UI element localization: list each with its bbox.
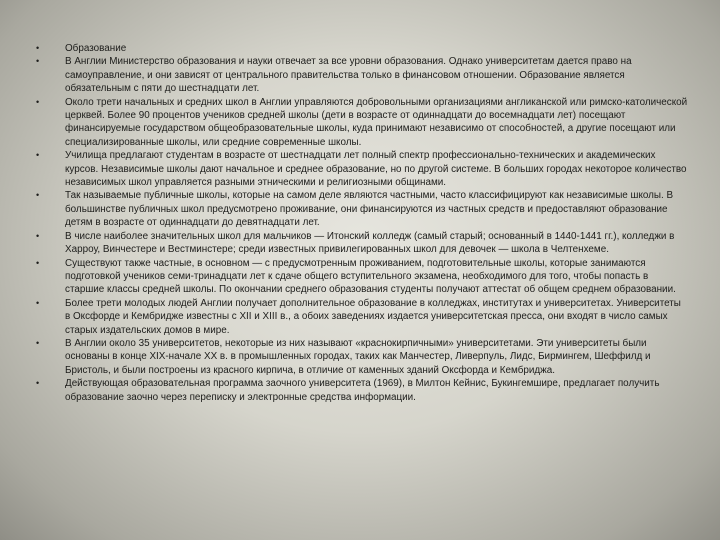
item-text: В числе наиболее значительных школ для мальчиков — Итонский колледж (самый старый; основанный в 1440-1441 гг.), колледжи в Харроу, Винчестере и Вестминстере; среди известных привилегированных школ для девочек — школа в Челтенхеме. xyxy=(65,230,675,256)
list-item xyxy=(36,55,688,95)
list-item xyxy=(36,257,688,297)
item-text: Так называемые публичные школы, которые на самом деле являются частными, часто классифицируют как независимые школы. В большинстве публичных школ предусмотрено проживание, они финансируются из частных средств и предоставляют образование детям в возрасте от одиннадцати до девятнадцати лет. xyxy=(65,190,674,229)
list-item xyxy=(36,149,688,189)
bullet-marker: • xyxy=(36,56,40,67)
bullet-marker: • xyxy=(36,230,40,241)
item-text: Образование xyxy=(65,43,127,54)
item-text: Существуют также частные, в основном — с предусмотренным проживанием, подготовительные школы, которые занимаются подготовкой учеников семи-тринадцати лет к сдаче общего вступительного экзамена, необходимого для того, чтобы попасть в старшие классы средней школы. По окончании среднего образования студенты получают аттестат об общем среднем образовании. xyxy=(65,257,676,296)
bullet-marker: • xyxy=(36,190,40,201)
bullet-marker: • xyxy=(36,150,40,161)
bullet-list xyxy=(36,42,688,404)
list-item xyxy=(36,297,688,337)
item-text: Около трети начальных и средних школ в Англии управляются добровольными организациями англиканской или римско-католической церквей. Более 90 процентов учеников средней школы (дети в возрасте от одиннадцати до восемнадцати лет) посещают финансируемые государством общеобразовательные школы, куда принимают независимо от способностей, а другие посещают или специализированные школы, или средние современные школы. xyxy=(65,96,688,148)
bullet-marker: • xyxy=(36,378,40,389)
list-item xyxy=(36,337,688,377)
bullet-marker: • xyxy=(36,96,40,107)
bullet-marker: • xyxy=(36,297,40,308)
item-text: В Англии около 35 университетов, некоторые из них называют «краснокирпичными» университетами. Эти университеты были основаны в конце XIX-начале XX в. в промышленных городах, таких как Манчестер, Ливерпуль, Лидс, Бирмингем, Шеффилд и Бристоль, и были построены из красного кирпича, в отличие от каменных зданий Оксфорда и Кембриджа. xyxy=(65,337,651,376)
list-item xyxy=(36,42,688,55)
item-text: В Англии Министерство образования и науки отвечает за все уровни образования. Однако университетам дается право на самоуправление, и они зависят от центрального правительства только в финансовом отношении. Образование является обязательным с пяти до шестнадцати лет. xyxy=(65,56,632,95)
item-text: Училища предлагают студентам в возрасте от шестнадцати лет полный спектр профессионально-технических и академических курсов. Независимые школы дают начальное и среднее образование, но по другой системе. В больших городах некоторое количество независимых школ управляется разными этническими и религиозными общинами. xyxy=(65,150,687,189)
bullet-marker: • xyxy=(36,257,40,268)
bullet-marker: • xyxy=(36,43,40,53)
bullet-marker: • xyxy=(36,337,40,348)
list-item xyxy=(36,377,688,404)
item-text: Действующая образовательная программа заочного университета (1969), в Милтон Кейнис, Букингемшире, предлагает получить образование заочно через переписку и электронные средства информации. xyxy=(65,378,660,403)
list-item xyxy=(36,96,688,150)
item-text: Более трети молодых людей Англии получает дополнительное образование в колледжах, институтах и университетах. Университеты в Оксфорде и Кембридже известны с XII и XIII в., а обоих заведениях издается университетская пресса, они входят в число самых старых издательских домов в мире. xyxy=(65,297,681,336)
list-item xyxy=(36,230,688,257)
list-item xyxy=(36,189,688,229)
